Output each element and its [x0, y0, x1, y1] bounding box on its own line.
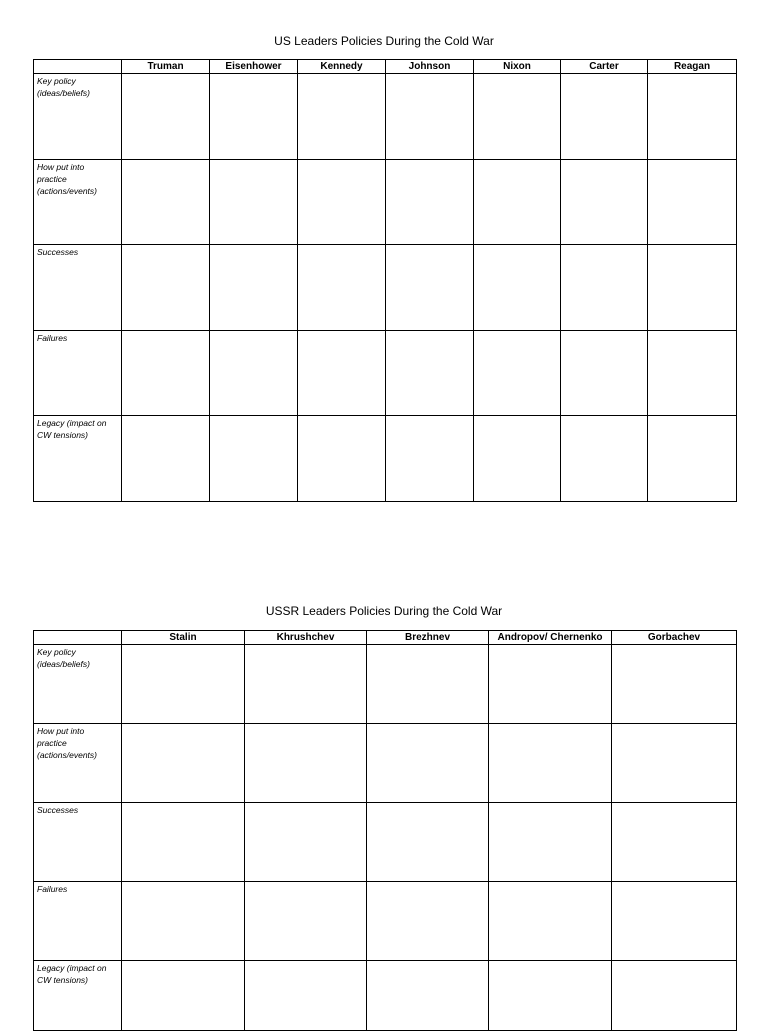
ussr-row-label: Successes [34, 803, 122, 882]
us-answer-cell[interactable] [474, 330, 561, 416]
ussr-answer-cell[interactable] [122, 645, 245, 724]
us-row-2 [34, 159, 737, 245]
us-header-carter: Carter [561, 60, 648, 74]
us-answer-cell[interactable] [122, 159, 210, 245]
ussr-answer-cell[interactable] [612, 645, 737, 724]
us-answer-cell[interactable] [298, 416, 386, 502]
us-answer-cell[interactable] [210, 330, 298, 416]
us-answer-cell[interactable] [386, 245, 474, 331]
us-answer-cell[interactable] [474, 159, 561, 245]
ussr-answer-cell[interactable] [245, 724, 367, 803]
ussr-answer-cell[interactable] [367, 961, 489, 1031]
us-row-label: Key policy (ideas/beliefs) [34, 74, 122, 160]
ussr-answer-cell[interactable] [367, 645, 489, 724]
us-header-reagan: Reagan [648, 60, 737, 74]
us-row-label: Successes [34, 245, 122, 331]
us-header-nixon: Nixon [474, 60, 561, 74]
us-header-eisenhower: Eisenhower [210, 60, 298, 74]
ussr-row-label: Key policy (ideas/beliefs) [34, 645, 122, 724]
ussr-answer-cell[interactable] [245, 882, 367, 961]
us-row-label: Failures [34, 330, 122, 416]
ussr-answer-cell[interactable] [489, 724, 612, 803]
ussr-answer-cell[interactable] [612, 803, 737, 882]
us-answer-cell[interactable] [561, 245, 648, 331]
us-answer-cell[interactable] [648, 74, 737, 160]
ussr-row-4 [34, 882, 737, 961]
ussr-row-5 [34, 961, 737, 1031]
ussr-answer-cell[interactable] [367, 882, 489, 961]
us-table-title: US Leaders Policies During the Cold War [274, 34, 494, 48]
ussr-answer-cell[interactable] [489, 803, 612, 882]
ussr-answer-cell[interactable] [122, 882, 245, 961]
us-answer-cell[interactable] [648, 245, 737, 331]
ussr-header-row [34, 631, 737, 645]
us-answer-cell[interactable] [386, 416, 474, 502]
ussr-row-3 [34, 803, 737, 882]
ussr-answer-cell[interactable] [612, 961, 737, 1031]
us-row-4 [34, 330, 737, 416]
ussr-header-gorbachev: Gorbachev [612, 631, 737, 645]
us-answer-cell[interactable] [210, 416, 298, 502]
us-answer-cell[interactable] [474, 416, 561, 502]
us-header-corner [34, 60, 122, 74]
ussr-header-andropov-chernenko: Andropov/ Chernenko [489, 631, 612, 645]
us-answer-cell[interactable] [474, 245, 561, 331]
ussr-answer-cell[interactable] [489, 961, 612, 1031]
ussr-answer-cell[interactable] [367, 724, 489, 803]
ussr-header-brezhnev: Brezhnev [367, 631, 489, 645]
us-header-johnson: Johnson [386, 60, 474, 74]
us-header-row [34, 60, 737, 74]
us-answer-cell[interactable] [648, 416, 737, 502]
ussr-header-stalin: Stalin [122, 631, 245, 645]
ussr-row-label: Failures [34, 882, 122, 961]
ussr-answer-cell[interactable] [489, 882, 612, 961]
us-answer-cell[interactable] [648, 159, 737, 245]
us-answer-cell[interactable] [386, 159, 474, 245]
us-answer-cell[interactable] [122, 416, 210, 502]
us-answer-cell[interactable] [648, 330, 737, 416]
us-answer-cell[interactable] [386, 330, 474, 416]
ussr-answer-cell[interactable] [122, 803, 245, 882]
us-row-label: How put into practice (actions/events) [34, 159, 122, 245]
us-answer-cell[interactable] [561, 159, 648, 245]
us-answer-cell[interactable] [561, 74, 648, 160]
ussr-answer-cell[interactable] [489, 645, 612, 724]
us-leaders-table [33, 59, 737, 502]
us-answer-cell[interactable] [210, 159, 298, 245]
ussr-answer-cell[interactable] [122, 724, 245, 803]
us-answer-cell[interactable] [561, 416, 648, 502]
us-answer-cell[interactable] [298, 74, 386, 160]
ussr-answer-cell[interactable] [122, 961, 245, 1031]
us-answer-cell[interactable] [474, 74, 561, 160]
us-answer-cell[interactable] [298, 159, 386, 245]
ussr-answer-cell[interactable] [245, 645, 367, 724]
us-row-3 [34, 245, 737, 331]
us-header-kennedy: Kennedy [298, 60, 386, 74]
ussr-row-1 [34, 645, 737, 724]
us-answer-cell[interactable] [210, 74, 298, 160]
ussr-header-corner [34, 631, 122, 645]
ussr-row-2 [34, 724, 737, 803]
ussr-row-label: Legacy (impact on CW tensions) [34, 961, 122, 1031]
us-answer-cell[interactable] [561, 330, 648, 416]
ussr-answer-cell[interactable] [367, 803, 489, 882]
ussr-table-title: USSR Leaders Policies During the Cold War [265, 604, 503, 618]
us-row-label: Legacy (impact on CW tensions) [34, 416, 122, 502]
us-answer-cell[interactable] [298, 330, 386, 416]
us-answer-cell[interactable] [122, 74, 210, 160]
us-answer-cell[interactable] [122, 330, 210, 416]
ussr-answer-cell[interactable] [245, 803, 367, 882]
ussr-answer-cell[interactable] [612, 882, 737, 961]
ussr-header-khrushchev: Khrushchev [245, 631, 367, 645]
us-answer-cell[interactable] [122, 245, 210, 331]
ussr-row-label: How put into practice (actions/events) [34, 724, 122, 803]
us-row-5 [34, 416, 737, 502]
ussr-leaders-table [33, 630, 737, 1031]
us-answer-cell[interactable] [298, 245, 386, 331]
ussr-answer-cell[interactable] [245, 961, 367, 1031]
us-answer-cell[interactable] [210, 245, 298, 331]
us-answer-cell[interactable] [386, 74, 474, 160]
us-row-1 [34, 74, 737, 160]
us-header-truman: Truman [122, 60, 210, 74]
ussr-answer-cell[interactable] [612, 724, 737, 803]
